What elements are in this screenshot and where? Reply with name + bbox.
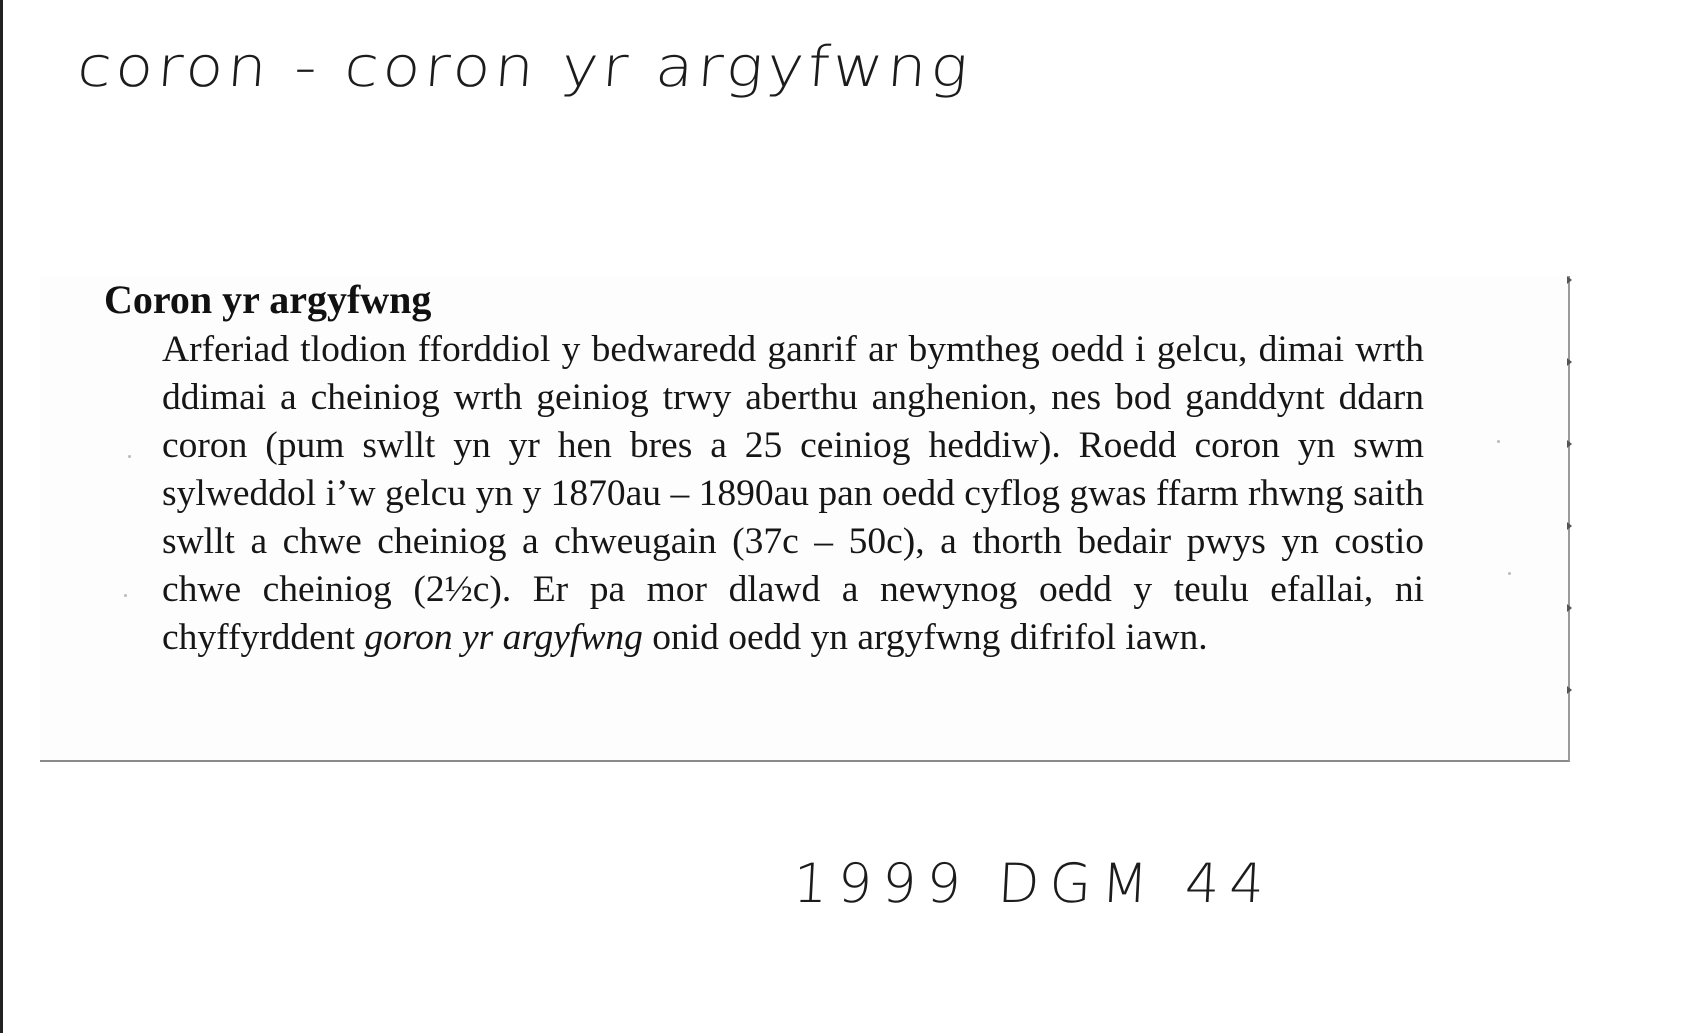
clipping-body-end: onid oedd yn argyfwng difrifol iawn.	[642, 617, 1208, 658]
paper-speck	[1508, 572, 1511, 575]
clipping-body	[162, 326, 1424, 662]
handwritten-reference: 1999 DGM 44	[791, 852, 1276, 915]
clipping-body-text: Arferiad tlodion fforddiol y bedwaredd ganrif ar bymtheg oedd i gelcu, dimai wrth ddimai a cheiniog wrth geiniog trwy aberthu anghenion, nes bod ganddynt ddarn coron (pum swllt yn yr hen bres a 25 ceiniog heddiw). Roedd coron yn swm sylweddol i’w gelcu yn y 1870au – 1890au pan oedd cyflog gwas ffarm rhwng saith swllt a chwe cheiniog a chweugain (37c – 50c), a thorth bedair pwys yn costio chwe cheiniog (2½c). Er pa mor dlawd a newynog oedd y teulu efallai, ni chyffyrddent	[162, 329, 1424, 658]
clipping-title: Coron yr argyfwng	[104, 277, 432, 322]
handwritten-title-note: coron - coron yr argyfwng	[74, 34, 975, 100]
printed-clipping	[40, 276, 1570, 762]
paper-speck	[124, 594, 127, 597]
paper-speck	[128, 455, 131, 458]
clipping-edge-marks	[1564, 276, 1574, 760]
card-left-edge	[0, 0, 3, 1033]
paper-speck	[1497, 440, 1500, 443]
clipping-body-italic: goron yr argyfwng	[364, 617, 643, 658]
